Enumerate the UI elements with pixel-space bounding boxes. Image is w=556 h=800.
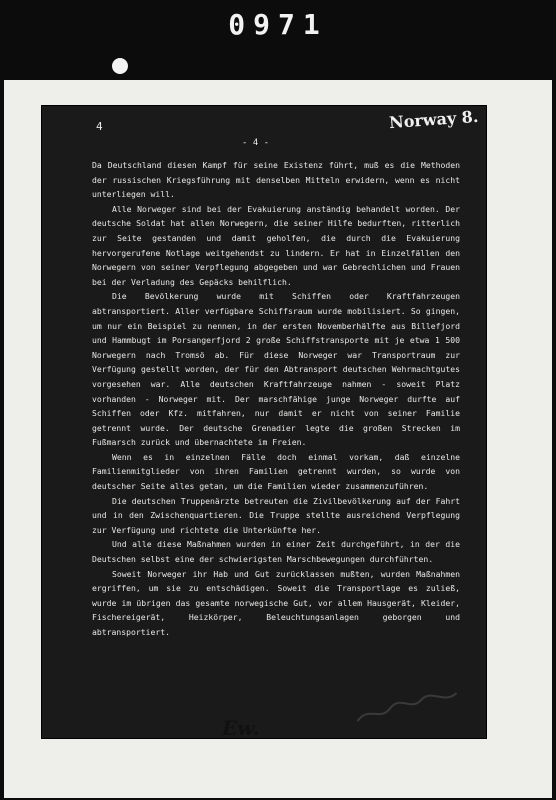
film-frame-number: 0971 (228, 8, 328, 41)
page-marker: 4 (96, 120, 103, 133)
document-body (92, 158, 460, 640)
page-number: - 4 - (242, 138, 270, 148)
handwritten-signature (350, 684, 463, 729)
document-page (42, 106, 486, 738)
paragraph-6: Und alle diese Maßnahmen wurden in einer Zeit durchgeführt, in der die Deutschen selbst eine der schwierigsten Marschbewegungen durchführten. (92, 539, 460, 565)
bottom-initials: Ew. (222, 716, 260, 740)
paragraph-5: Die deutschen Truppenärzte betreuten die Zivilbevölkerung auf der Fahrt und in den Zwischenquartieren. Die Truppe stellte ausreichend Verpflegung zur Verfügung und richtete die Unterkünfte her. (92, 495, 460, 535)
paragraph-4: Wenn es in einzelnen Fälle doch einmal vorkam, daß einzelne Familienmitglieder von ihren Familien getrennt wurden, so wurde von deutscher Seite alles getan, um die Familien wieder zusammenzuführen. (92, 451, 460, 492)
paragraph-2: Alle Norweger sind bei der Evakuierung anständig behandelt worden. Der deutsche Soldat hat allen Norwegern, die seiner Hilfe bedurften, ritterlich zur Seite gestanden und damit geholfen, die durch die Evakuierung hervorgerufene Notlage weitgehendst zu lindern. Er hat in Einzelfällen den Norwegern von seiner Verpflegung abgegeben und war Gebrechlichen und Frauen bei der Verladung des Gepäcks behilflich. (92, 203, 460, 287)
handwritten-annotation: Norway 8. (388, 106, 479, 133)
paragraph-7: Soweit Norweger ihr Hab und Gut zurücklassen mußten, wurden Maßnahmen ergriffen, um sie zu entschädigen. Soweit die Transportlage es zuließ, wurde im übrigen das gesamte norwegische Gut, vor allem Hausgerät, Kleider, Fischereigerät, Heizkörper, Beleuchtungsanlagen geborgen und abtransportiert. (92, 568, 460, 637)
paragraph-1: Da Deutschland diesen Kampf für seine Existenz führt, muß es die Methoden der russischen Kriegsführung mit denselben Mitteln erwidern, wenn es nicht unterliegen will. (92, 160, 460, 200)
punch-hole-top (112, 58, 128, 74)
paragraph-3: Die Bevölkerung wurde mit Schiffen oder Kraftfahrzeugen abtransportiert. Aller verfügbare Schiffsraum wurde mobilisiert. So gingen, um nur ein Beispiel zu nennen, in der ersten Novemberhälfte aus Billefjord und Hammbugt im Porsangerfjord 2 große Schiffstransporte mit je etwa 1 500 Norwegern nach Tromsö ab. Für diese Norweger war Transportraum zur Verfügung gestellt worden, der für den Abtransport deutschen Wehrmachtgutes vorgesehen war. Alle deutschen Kraftfahrzeuge nahmen - soweit Platz vorhanden - Norweger mit. Der marschfähige junge Norweger durfte auf Schiffen oder Kfz. mitfahren, nur damit er nicht von seiner Familie getrennt wurde. Der deutsche Grenadier legte die großen Strecken im Fußmarsch zurück und übernachtete im Freien. (92, 291, 460, 448)
